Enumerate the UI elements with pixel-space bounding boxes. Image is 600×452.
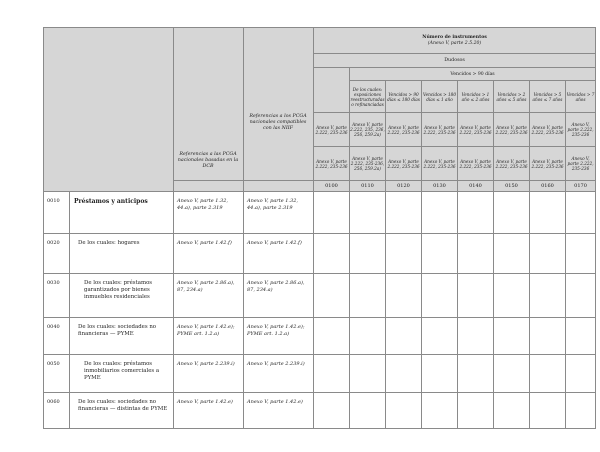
ref-niif-code-blank (244, 181, 314, 192)
row-label: De los cuales: sociedades no financieras — distintas de PYME (70, 393, 174, 429)
row-code: 0010 (44, 192, 70, 234)
data-cell[interactable] (494, 192, 530, 234)
data-cell[interactable] (350, 274, 386, 318)
col-code-0170: 0170 (566, 181, 596, 192)
vencidos-header: Vencidos > 90 días (350, 68, 596, 81)
data-cell[interactable] (422, 318, 458, 355)
data-cell[interactable] (422, 192, 458, 234)
row-ref-niif: Anexo V, parte 2.86.a), 87, 234.a) (244, 274, 314, 318)
row-ref-niif: Anexo V, parte 1.32, 44.a), parte 2.319 (244, 192, 314, 234)
row-ref-dcb: Anexo V, parte 2.239.i) (174, 355, 244, 393)
row-ref-dcb: Anexo V, parte 1.42.e) (174, 393, 244, 429)
data-cell[interactable] (350, 393, 386, 429)
data-cell[interactable] (386, 393, 422, 429)
corner-cell (44, 28, 174, 192)
row-ref-dcb: Anexo V, parte 1.32, 44.a), parte 2.319 (174, 192, 244, 234)
data-cell[interactable] (422, 234, 458, 274)
data-cell[interactable] (566, 318, 596, 355)
col-0100-blank (314, 68, 350, 113)
data-cell[interactable] (314, 274, 350, 318)
data-cell[interactable] (530, 234, 566, 274)
table-row (44, 192, 596, 234)
num-instrumentos-header (314, 28, 596, 54)
col-label-0150: Vencidos > 2 años ≤ 5 años (494, 81, 530, 113)
table-row (44, 234, 596, 274)
col-code-0160: 0160 (530, 181, 566, 192)
col-ref-b-0130: Anexo V, parte 2.222, 235-236 (422, 147, 458, 181)
col-ref-b-0120: Anexo V, parte 2.222, 235-236 (386, 147, 422, 181)
data-cell[interactable] (530, 274, 566, 318)
row-label: De los cuales: sociedades no financieras — PYME (70, 318, 174, 355)
data-cell[interactable] (494, 234, 530, 274)
data-cell[interactable] (458, 318, 494, 355)
data-cell[interactable] (494, 318, 530, 355)
data-cell[interactable] (350, 318, 386, 355)
col-ref-a-0100: Anexo V, parte 2.222, 235-236 (314, 113, 350, 147)
data-cell[interactable] (458, 355, 494, 393)
table-row (44, 318, 596, 355)
col-code-0100: 0100 (314, 181, 350, 192)
col-label-0130: Vencidos > 180 días ≤ 1 año (422, 81, 458, 113)
col-ref-b-0140: Anexo V, parte 2.222, 235-236 (458, 147, 494, 181)
data-cell[interactable] (494, 274, 530, 318)
ref-dcb-header-text: Referencias a las PCGA nacionales basadas en la DCB (177, 152, 239, 169)
col-ref-a-0170: Anexo V, parte 2.222, 235-236 (566, 113, 596, 147)
ref-niif-header-text: Referencias a los PCGA nacionales compatibles con las NIIF (249, 114, 307, 131)
col-ref-a-0130: Anexo V, parte 2.222, 235-236 (422, 113, 458, 147)
row-code: 0020 (44, 234, 70, 274)
data-cell[interactable] (314, 355, 350, 393)
col-ref-b-0160: Anexo V, parte 2.222, 235-236 (530, 147, 566, 181)
data-cell[interactable] (422, 274, 458, 318)
data-cell[interactable] (458, 192, 494, 234)
data-cell[interactable] (530, 192, 566, 234)
col-ref-b-0170: Anexo V, parte 2.222, 235-236 (566, 147, 596, 181)
data-cell[interactable] (458, 234, 494, 274)
row-ref-niif: Anexo V, parte 1.42.e) (244, 393, 314, 429)
col-ref-a-0120: Anexo V, parte 2.222, 235-236 (386, 113, 422, 147)
col-label-0110: De los cuales: exposiciones reestructuradas o refinanciadas (350, 81, 386, 113)
row-ref-niif: Anexo V, parte 1.42.f) (244, 234, 314, 274)
data-cell[interactable] (566, 393, 596, 429)
ref-dcb-code-blank (174, 181, 244, 192)
col-code-0130: 0130 (422, 181, 458, 192)
row-ref-dcb: Anexo V, parte 1.42.e); PYME art. 1.2.a) (174, 318, 244, 355)
col-ref-b-0110: Anexo V, parte 2.222, 235-236, 256, 259.2a) (350, 147, 386, 181)
table-row (44, 393, 596, 429)
data-cell[interactable] (350, 234, 386, 274)
data-cell[interactable] (530, 318, 566, 355)
row-ref-niif: Anexo V, parte 1.42.e); PYME art. 1.2.a) (244, 318, 314, 355)
data-cell[interactable] (350, 355, 386, 393)
data-cell[interactable] (386, 355, 422, 393)
row-label: De los cuales: préstamos garantizados por bienes inmuebles residenciales (70, 274, 174, 318)
data-cell[interactable] (422, 355, 458, 393)
data-cell[interactable] (386, 234, 422, 274)
data-cell[interactable] (566, 234, 596, 274)
data-cell[interactable] (530, 355, 566, 393)
row-code: 0030 (44, 274, 70, 318)
data-cell[interactable] (386, 318, 422, 355)
col-ref-b-0100: Anexo V, parte 2.222, 235-236 (314, 147, 350, 181)
data-cell[interactable] (314, 393, 350, 429)
col-ref-a-0110: Anexo V, parte 2.222, 235, 236, 256, 259.2a) (350, 113, 386, 147)
row-code: 0040 (44, 318, 70, 355)
data-cell[interactable] (458, 274, 494, 318)
row-label: De los cuales: hogares (70, 234, 174, 274)
reporting-table (43, 27, 596, 429)
col-ref-a-0150: Anexo V, parte 2.222, 235-236 (494, 113, 530, 147)
data-cell[interactable] (566, 274, 596, 318)
data-cell[interactable] (314, 318, 350, 355)
col-code-0110: 0110 (350, 181, 386, 192)
data-cell[interactable] (386, 274, 422, 318)
col-label-0170: Vencidos > 7 años (566, 81, 596, 113)
data-cell[interactable] (530, 393, 566, 429)
data-cell[interactable] (314, 234, 350, 274)
row-label: Préstamos y anticipos (70, 192, 174, 234)
data-cell[interactable] (350, 192, 386, 234)
num-instrumentos-title: Número de instrumentos (422, 34, 487, 40)
row-code: 0050 (44, 355, 70, 393)
row-code: 0060 (44, 393, 70, 429)
data-cell[interactable] (566, 355, 596, 393)
row-label: De los cuales: préstamos inmobiliarios comerciales a PYME (70, 355, 174, 393)
table-row (44, 274, 596, 318)
ref-niif-header-blank (244, 28, 314, 181)
col-ref-a-0140: Anexo V, parte 2.222, 235-236 (458, 113, 494, 147)
row-ref-niif: Anexo V, parte 2.239.i) (244, 355, 314, 393)
col-code-0140: 0140 (458, 181, 494, 192)
data-cell[interactable] (494, 355, 530, 393)
data-cell[interactable] (314, 192, 350, 234)
data-cell[interactable] (386, 192, 422, 234)
data-cell[interactable] (494, 393, 530, 429)
col-code-0120: 0120 (386, 181, 422, 192)
data-cell[interactable] (566, 192, 596, 234)
row-ref-dcb: Anexo V, parte 1.42.f) (174, 234, 244, 274)
col-ref-a-0160: Anexo V, parte 2.222, 235-236 (530, 113, 566, 147)
col-code-0150: 0150 (494, 181, 530, 192)
num-instrumentos-ref: (Anexo V, parte 2.5.20) (427, 40, 482, 46)
data-cell[interactable] (458, 393, 494, 429)
col-label-0140: Vencidos > 1 año ≤ 2 años (458, 81, 494, 113)
col-ref-b-0150: Anexo V, parte 2.222, 235-236 (494, 147, 530, 181)
dudosos-header: Dudosos (314, 54, 596, 68)
table-row (44, 355, 596, 393)
col-label-0160: Vencidos > 5 años ≤ 7 años (530, 81, 566, 113)
data-cell[interactable] (422, 393, 458, 429)
row-ref-dcb: Anexo V, parte 2.86.a), 87, 234.a) (174, 274, 244, 318)
col-label-0120: Vencidos > 90 días ≤ 180 días (386, 81, 422, 113)
